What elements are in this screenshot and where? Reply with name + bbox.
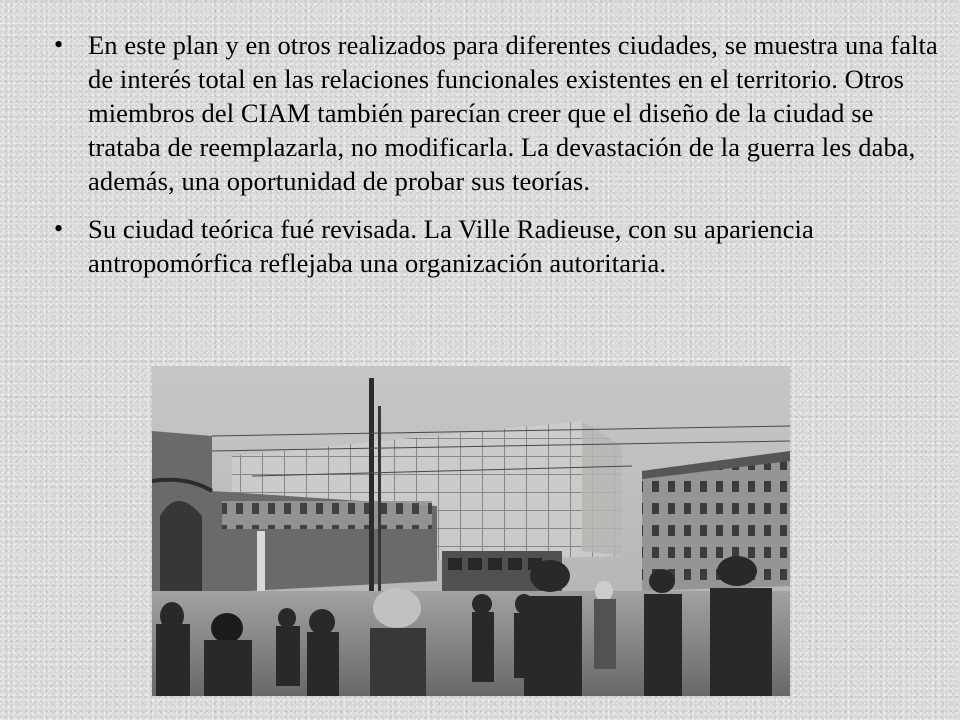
bullet-item-1 <box>50 28 940 198</box>
street-photo-illustration <box>152 366 790 696</box>
bullet-text: En este plan y en otros realizados para diferentes ciudades, se muestra una falta de interés total en las relaciones funcionales existentes en el territorio. Otros miembros del CIAM también parecían creer que el diseño de la ciudad se trataba de reemplazarla, no modificarla. La devastación de la guerra les daba, además, una oportunidad de probar sus teorías. <box>88 30 938 196</box>
bullet-marker: • <box>54 214 64 243</box>
bullet-text: Su ciudad teórica fué revisada. La Ville Radieuse, con su apariencia antropomórfica reflejaba una organización autoritaria. <box>88 214 814 278</box>
street-photo <box>152 366 790 696</box>
bullet-list <box>50 28 940 294</box>
bullet-item-2 <box>50 212 940 280</box>
bullet-marker: • <box>54 30 64 59</box>
